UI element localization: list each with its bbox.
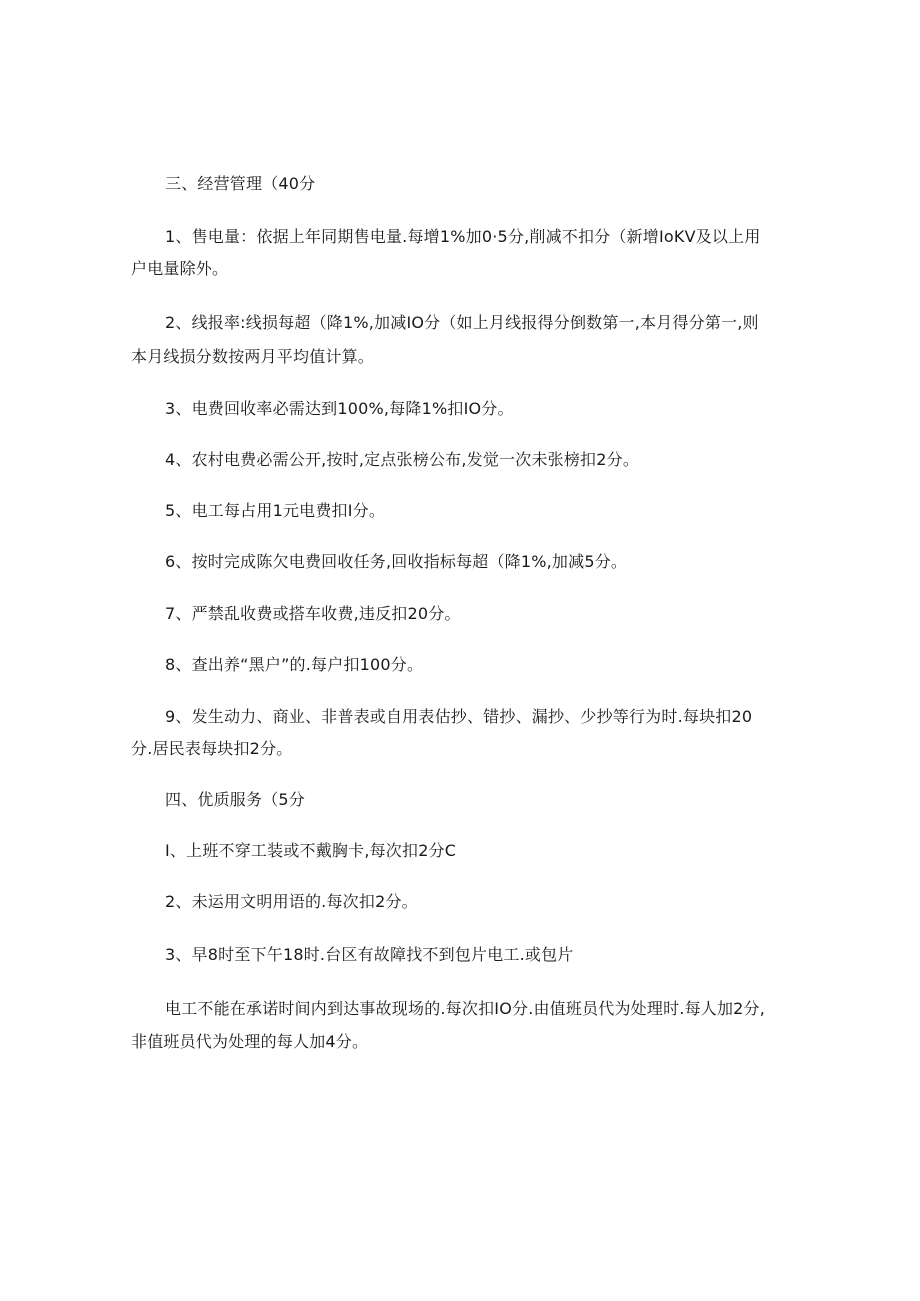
list-item-2-line-2: 本月线损分数按两月平均值计算。: [131, 347, 375, 366]
service-item-3-continuation-line-1: 电工不能在承诺时间内到达事故现场的.每次扣IO分.由值班员代为处理时.每人加2分,: [165, 999, 766, 1018]
list-item-1-line-2: 户电量除外。: [131, 259, 229, 278]
list-item-7: 7、严禁乱收费或搭车收费,违反扣20分。: [165, 604, 461, 623]
list-item-3: 3、电费回收率必需达到100%,每降1%扣IO分。: [165, 399, 514, 418]
section-heading-service: 四、优质服务（5分: [165, 790, 305, 809]
list-item-5: 5、电工每占用1元电费扣I分。: [165, 501, 386, 520]
list-item-8: 8、查出养“黑户”的.每户扣100分。: [165, 655, 424, 674]
service-item-3-continuation-line-2: 非值班员代为处理的每人加4分。: [131, 1032, 369, 1051]
service-item-2: 2、未运用文明用语的.每次扣2分。: [165, 892, 418, 911]
list-item-4: 4、农村电费必需公开,按时,定点张榜公布,发觉一次未张榜扣2分。: [165, 450, 640, 469]
list-item-1-line-1: 1、售电量：依据上年同期售电量.每增1%加0·5分,削减不扣分（新增IoKV及以上用: [165, 227, 761, 246]
service-item-1: I、上班不穿工装或不戴胸卡,每次扣2分C: [165, 841, 457, 860]
list-item-2-line-1: 2、线报率:线损每超（降1%,加减IO分（如上月线报得分倒数第一,本月得分第一,则: [165, 313, 759, 332]
list-item-6: 6、按时完成陈欠电费回收任务,回收指标每超（降1%,加减5分。: [165, 552, 628, 571]
list-item-9-line-1: 9、发生动力、商业、非普表或自用表估抄、错抄、漏抄、少抄等行为时.每块扣20: [165, 707, 753, 726]
service-item-3: 3、早8时至下午18时.台区有故障找不到包片电工.或包片: [165, 945, 574, 964]
list-item-9-line-2: 分.居民表每块扣2分。: [131, 739, 293, 758]
section-heading-management: 三、经营管理（40分: [165, 174, 316, 193]
